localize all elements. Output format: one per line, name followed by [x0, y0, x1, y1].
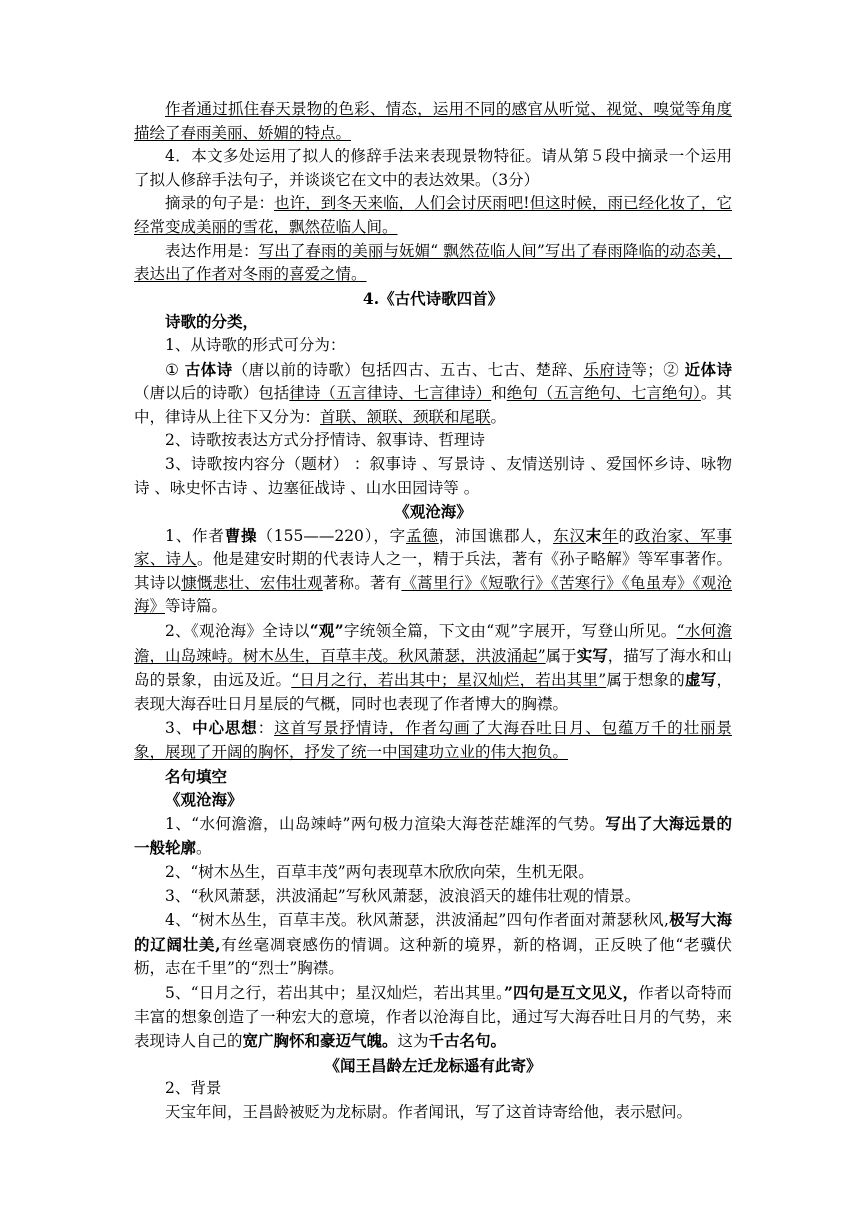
text: 3、	[165, 719, 193, 738]
classification-heading: 诗歌的分类，	[165, 312, 259, 332]
text: ①	[165, 360, 185, 379]
text: 属于	[545, 646, 577, 665]
text: 2、《观沧海》全诗以	[165, 622, 310, 641]
text: 等；②	[631, 360, 685, 379]
background-heading: 2、背景	[165, 1079, 222, 1098]
bold-term: 末	[585, 525, 603, 545]
text: 。	[490, 407, 507, 426]
text: ，描写了海水和山岛的景象，由远及近。	[134, 646, 732, 690]
text: 属于想象的	[606, 671, 685, 690]
label: 摘录的句子是：	[165, 194, 275, 213]
bold-term: ”四句是互文见义，	[503, 982, 639, 1002]
text: ，表现大海吞吐日月星辰的气概，同时也表现了作者博大的胸襟。	[134, 671, 732, 713]
famous-line-3: 3、“秋风萧瑟，洪波涌起”写秋风萧瑟，波浪滔天的雄伟壮观的情景。	[165, 886, 641, 905]
gch-point-3	[134, 716, 732, 764]
text: 等诗篇。	[165, 597, 228, 616]
bold-term: 古体诗	[184, 359, 233, 379]
classification-4: 3、诗歌按内容分（题材） ：叙事诗 、写景诗 、友情送别诗 、爱国怀乡诗、咏物诗 、咏史怀古诗 、边塞征战诗 、山水田园诗等 。	[134, 454, 732, 497]
text: 的	[618, 526, 635, 545]
underlined-term: 政治家、军事家、诗人	[134, 526, 732, 569]
text: （唐以后的诗歌）包括	[134, 384, 290, 403]
underlined-term: 律诗（五言律诗、七言律诗）	[289, 384, 492, 403]
text: 1、“水何澹澹，山岛竦峙”两句极力渲染大海苍茫雄浑的气势。	[165, 814, 606, 833]
text: ：	[257, 719, 275, 738]
text: （唐以前的诗歌）包括四古、五古、七古、楚辞、	[232, 360, 584, 379]
document-page	[134, 98, 732, 1125]
bold-term: 写出了大海远景的一般轮廓	[134, 813, 732, 858]
paragraph-summary	[134, 98, 732, 145]
bold-term: “观”	[309, 621, 344, 641]
famous-line-1	[134, 812, 732, 861]
answer-text: 作者通过抓住春天景物的色彩、情态，运用不同的感官从听觉、视觉、嗅觉等角度描绘了春雨美丽、娇媚的特点。	[134, 100, 732, 142]
classification-2	[134, 358, 732, 430]
underlined-term: 绝句（五言绝句、七言绝句）	[506, 384, 701, 403]
question-4: 4．本文多处运用了拟人的修辞手法来表现景物特征。请从第５段中摘录一个运用了拟人修辞手法句子，并谈谈它在文中的表达效果。（3分）	[134, 147, 732, 189]
underlined-term: 《蒿里行》《短歌行》《苦寒行》《龟虽寿》《观沧海》	[134, 573, 732, 616]
bold-term: 极写大海的辽阔壮美,	[134, 910, 732, 954]
text: 和	[491, 384, 507, 403]
underlined-term: 慷慨悲壮、宏伟壮观	[181, 573, 323, 592]
text: 作者以奇特而丰富的想象创造了一种宏大的意境，作者以沧海自比，通过写大海吞吐日月的气势，来表现诗人自己的	[134, 983, 732, 1051]
bold-term: 近体诗	[684, 359, 732, 379]
text: 5、“日月之行，若出其中；星汉灿烂，若出其里。	[165, 983, 504, 1002]
text: 著称。著有	[322, 573, 402, 592]
bold-term: 曹操	[224, 525, 258, 545]
underlined-term: 东汉	[553, 526, 586, 545]
answer-text: 写出了春雨的美丽与妩媚“ 飘然莅临人间”写出了春雨降临的动态美，表达出了作者对冬雨的喜爱之情。	[134, 241, 732, 284]
underlined-term: “水何澹澹，山岛竦峙。树木丛生，百草丰茂。秋风萧瑟，洪波涌起”	[134, 622, 732, 665]
text: 。	[196, 839, 212, 858]
text: ，沛国谯郡人，	[438, 526, 554, 545]
underlined-term: 年	[602, 526, 619, 545]
section-title-guan-cang-hai: 《观沧海》	[394, 502, 472, 522]
underlined-term: 乐府诗	[583, 360, 632, 379]
text: 1、作者	[165, 526, 225, 545]
gch-point-1	[134, 524, 732, 619]
answer-text: 也许，到冬天来临，人们会讨厌雨吧!但这时候，雨已经化妆了，它经常变成美丽的雪花，飘然莅临人间。	[134, 194, 732, 236]
bold-term: 千古名句。	[428, 1031, 507, 1051]
text: 有丝毫凋衰感伤的情调。这种新的境界，新的格调，正反映了他“老骥伏枥，志在千里”的“烈士”胸襟。	[134, 935, 732, 978]
classification-1: 1、从诗歌的形式可分为：	[165, 335, 346, 354]
famous-line-5	[134, 981, 732, 1054]
text: （155——220），字	[257, 526, 407, 545]
underlined-term: 这首写景抒情诗，作者勾画了大海吞吐日月、包蕴万千的壮丽景象，展现了开阔的胸怀，抒发了统一中国建功立业的伟大抱负。	[134, 719, 732, 762]
bold-term: 中心思想	[192, 718, 258, 738]
underlined-term: 孟德	[406, 526, 439, 545]
section-title-ancient-poems: 4.《古代诗歌四首》	[362, 288, 504, 308]
famous-lines-subheading: 《观沧海》	[165, 790, 243, 810]
answer-effect	[134, 240, 732, 287]
text: 。他是建安时期的代表诗人之一，精于兵法，著有《孙子略解》等军事著作。其诗以	[134, 550, 732, 592]
classification-3: 2、诗歌按表达方式分抒情诗、叙事诗、哲理诗	[165, 431, 485, 450]
bold-term: 虚写	[685, 670, 717, 690]
underlined-term: “日月之行，若出其中；星汉灿烂，若出其里”	[291, 671, 607, 690]
gch-point-2	[134, 619, 732, 716]
text: 。其中，律诗从上往下又分为：	[134, 384, 732, 426]
famous-lines-heading: 名句填空	[165, 766, 228, 786]
famous-line-4	[134, 908, 732, 981]
text: 4、“树木丛生，百草丰茂。秋风萧瑟，洪波涌起”四句作者面对萧瑟秋风,	[165, 911, 669, 930]
famous-line-2: 2、“树木丛生，百草丰茂”两句表现草木欣欣向荣，生机无限。	[165, 863, 594, 881]
text: 这为	[397, 1032, 429, 1051]
section-title-wen-wang: 《闻王昌龄左迁龙标遥有此寄》	[324, 1055, 542, 1075]
label: 表达作用是：	[165, 241, 259, 260]
bold-term: 实写	[576, 645, 608, 665]
text: 字统领全篇，下文由“观”字展开，写登山所见。	[343, 622, 677, 641]
background-text: 天宝年间，王昌龄被贬为龙标尉。作者闻讯，写了这首诗寄给他，表示慰问。	[165, 1102, 693, 1121]
bold-term: 宽广胸怀和豪迈气魄。	[242, 1031, 398, 1051]
answer-excerpt	[134, 192, 732, 239]
underlined-term: 首联、颔联、颈联和尾联	[320, 407, 491, 426]
